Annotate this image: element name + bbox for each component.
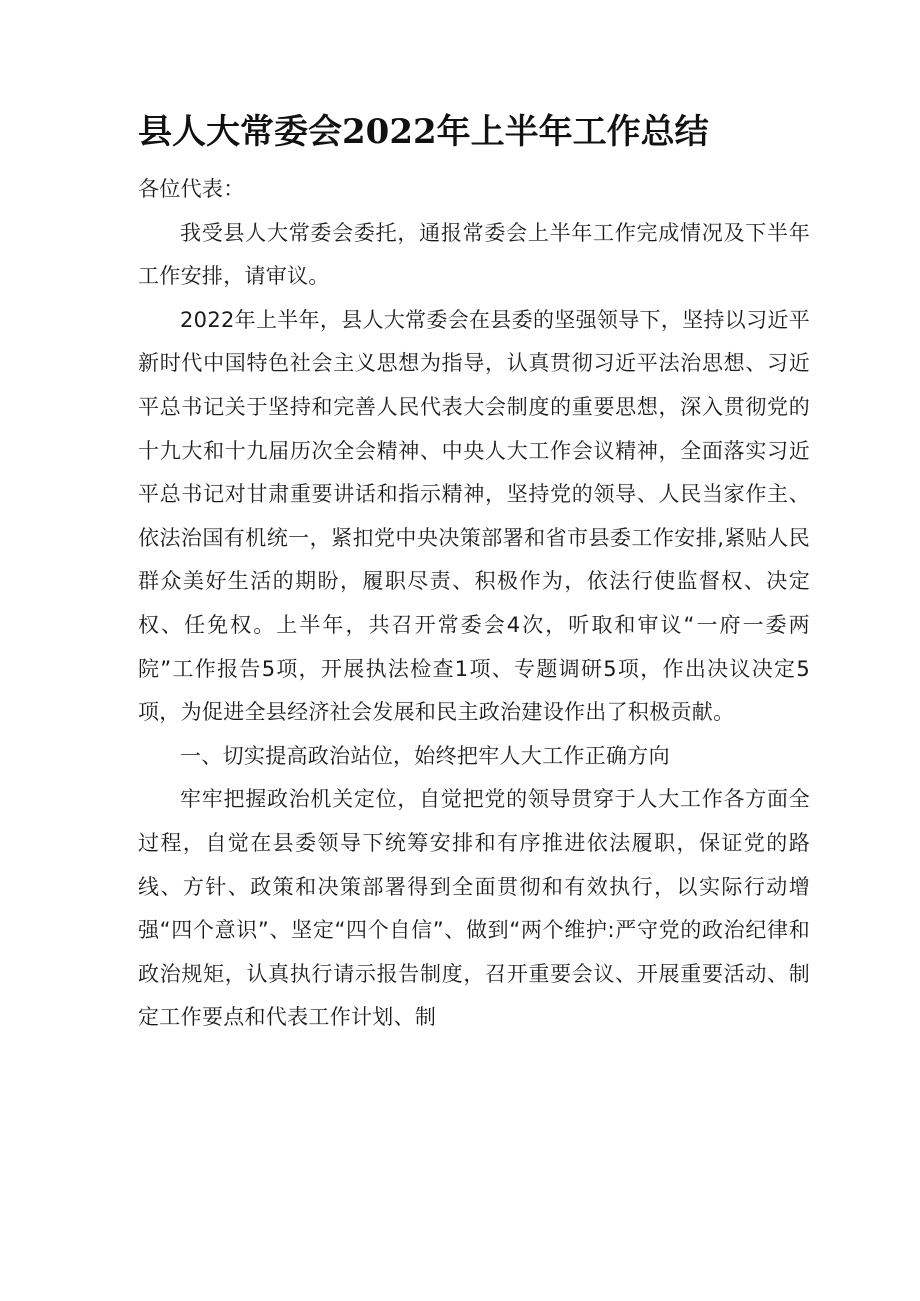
paragraph-intro: 我受县人大常委会委托，通报常委会上半年工作完成情况及下半年工作安排，请审议。 [138, 220, 810, 289]
document-title: 县人大常委会2022年上半年工作总结 [138, 112, 709, 152]
greeting: 各位代表： [138, 177, 245, 201]
document-body [138, 168, 810, 1040]
section-heading-1: 一、切实提高政治站位，始终把牢人大工作正确方向 [180, 743, 670, 768]
paragraph-section-1: 牢牢把握政治机关定位，自觉把党的领导贯穿于人大工作各方面全过程，自觉在县委领导下统筹安排和有序推进依法履职，保证党的路线、方针、政策和决策部署得到全面贯彻和有效执行，以实际行动增强“四个意识”、坚定“四个自信”、做到“两个维护:严守党的政治纪律和政治规矩，认真执行请示报告制度，召开重要会议、开展重要活动、制定工作要点和代表工作计划、制 [138, 787, 810, 1030]
paragraph-summary: 2022年上半年，县人大常委会在县委的坚强领导下，坚持以习近平新时代中国特色社会主义思想为指导，认真贯彻习近平法治思想、习近平总书记关于坚持和完善人民代表大会制度的重要思想，深入贯彻党的十九大和十九届历次全会精神、中央人大工作会议精神，全面落实习近平总书记对甘肃重要讲话和指示精神，坚持党的领导、人民当家作主、依法治国有机统一，紧扣党中央决策部署和省市县委工作安排,紧贴人民群众美好生活的期盼，履职尽责、积极作为，依法行使监督权、决定权、任免权。上半年，共召开常委会4次，听取和审议“一府一委两院”工作报告5项，开展执法检查1项、专题调研5项，作出决议决定5项，为促进全县经济社会发展和民主政治建设作出了积极贡献。 [138, 307, 810, 725]
